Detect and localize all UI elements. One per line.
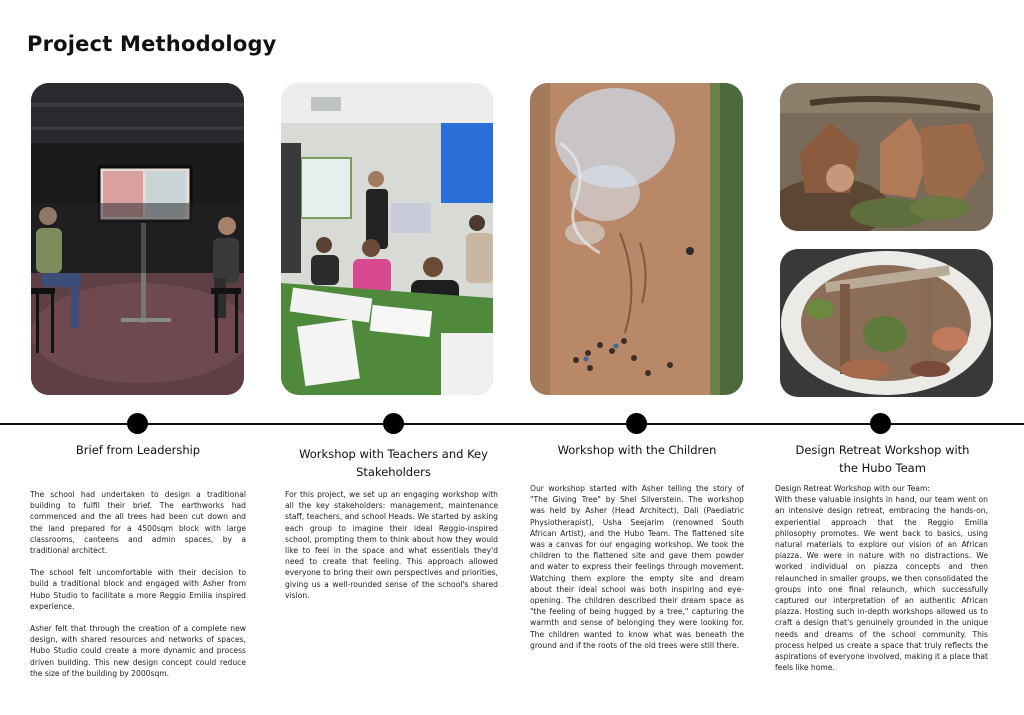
children-paragraph: Our workshop started with Asher telling the story of "The Giving Tree" by Shel Silverstein. The workshop was held by Asher (Head Architect), Dali (Paediatric Physiotherapist), Usha Seejarim (renowned South African Artist), and the Hubo Team. The flattened site was a canvas for our engaging workshop. We took the children to the flattened site and gave them powder and water to express their feelings through movement. Watching them explore the empty site and dream about their ideal school was both inspiring and eye-opening. The children described their dream space as "the feeling of being hugged by a tree," capturing the warmth and sense of belonging they were looking for. The children wanted to know what was beneath the ground and if the roots of the old trees were still there. [530,484,744,650]
step-body-children [530,483,744,651]
leadership-meeting-photo [31,83,244,395]
page-title: Project Methodology [27,32,277,56]
teachers-paragraph: For this project, we set up an engaging workshop with all the key stakeholders: management, maintenance staff, teachers, and school Heads. We started by asking each group to imagine their ideal Reggio-inspired school, prompting them to think about how they would like to feel in the space and what essentials they'd need to create that feeling. This approach allowed everyone to bring their own perspectives and priorities, giving us a well-rounded sense of the school's shared vision. [285,490,498,600]
step-title-retreat: Design Retreat Workshop with the Hubo Team [795,443,970,475]
retreat-paragraph: With these valuable insights in hand, our team went on an intensive design retreat, embracing the hands-on, experiential approach that the Reggio Emilia philosophy promotes. We went back to basics, using natural materials to explore our vision of an African piazza. We were in nature with no distractions. We worked individual on piazza concepts and then relaunched in smaller groups, we then consolidated the groups into one final relaunch, which successfully captured our interpretation of an authentic African piazza. Hosting such in-depth workshops allowed us to craft a design that's genuinely grounded in the unique needs and dreams of the school community. This process helped us create a space that truly reflects the aspirations of everyone involved, making it a place that feels like home. [775,495,988,673]
retreat-paragraph-heading: Design Retreat Workshop with our Team: [775,484,930,493]
step-title-teachers: Workshop with Teachers and Key Stakeholders [299,447,488,479]
teachers-workshop-photo [281,83,493,395]
leadership-paragraph: The school had undertaken to design a traditional building to fulfil their brief. The earthworks had commenced and the all trees had been cut down and the land prepared for a 4500sqm block with large classrooms, canteens and admin spaces, by a traditional architect. [30,490,246,556]
retreat-model-photo-top [780,83,993,231]
timeline-dot-2 [383,413,404,434]
leadership-paragraph: Asher felt that through the creation of a complete new design, with shared resources and networks of spaces, Hubo Studio could create a more dynamic and process driven building. This new design concept could reduce the size of the building by 2000sqm. [30,624,246,678]
timeline-dot-3 [626,413,647,434]
retreat-model-photo-bottom [780,249,993,397]
step-body-teachers [285,489,498,601]
step-body-retreat [775,483,988,673]
children-site-aerial-photo [530,83,743,395]
step-body-leadership [30,489,246,679]
timeline-dot-4 [870,413,891,434]
leadership-paragraph: The school felt uncomfortable with their decision to build a traditional block and engaged with Asher from Hubo Studio to facilitate a more Reggio Emilia inspired experience. [30,568,246,611]
timeline-dot-1 [127,413,148,434]
step-title-leadership: Brief from Leadership [75,443,201,457]
step-title-children: Workshop with the Children [557,443,717,457]
